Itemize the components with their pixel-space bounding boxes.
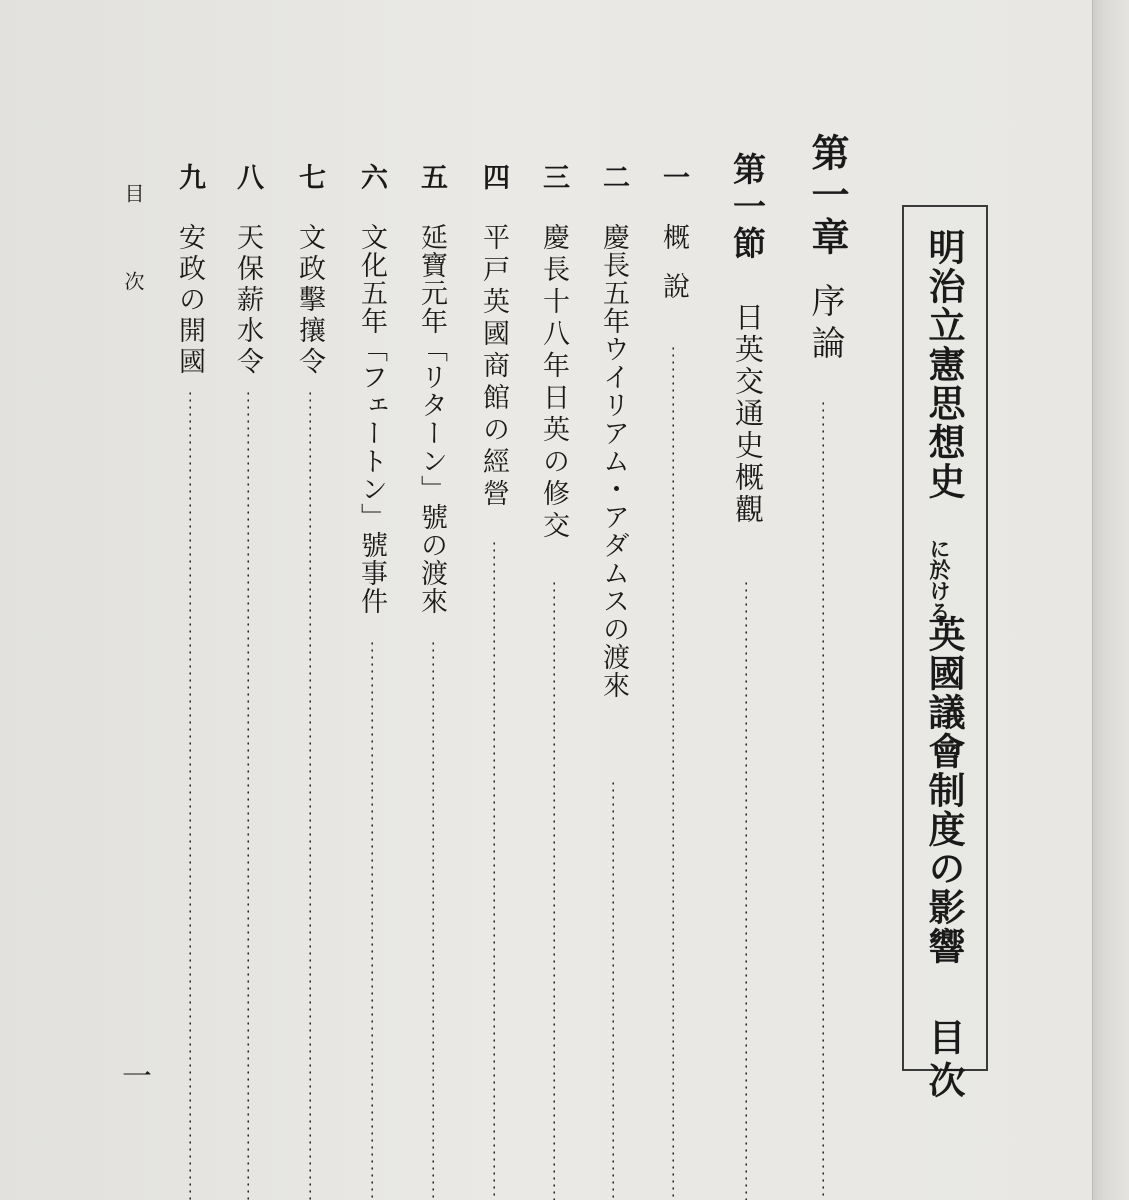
section-title: 日英交通史概觀 bbox=[731, 302, 765, 526]
item-number: 九 bbox=[174, 163, 205, 190]
item-number: 七 bbox=[294, 163, 325, 190]
toc-label: 目次 bbox=[922, 1018, 966, 1104]
item-leader-dots bbox=[493, 540, 495, 1200]
item-leader-dots bbox=[612, 780, 614, 1200]
item-leader-dots bbox=[432, 640, 434, 1200]
item-number: 三 bbox=[538, 163, 569, 190]
item-leader-dots bbox=[309, 390, 311, 1200]
item-title: 安政の開國 bbox=[174, 223, 205, 378]
book-title-rest: 英國議會制度の影響 bbox=[922, 615, 966, 966]
item-number: 一 bbox=[658, 163, 689, 190]
section-leader-dots bbox=[745, 580, 747, 1200]
book-title-small-text: に於ける bbox=[927, 538, 952, 622]
page-edge bbox=[1092, 0, 1129, 1200]
chapter-leader-dots bbox=[822, 400, 824, 1200]
item-title: 慶長十八年日英の修交 bbox=[538, 223, 569, 543]
item-number: 八 bbox=[232, 163, 263, 190]
item-leader-dots bbox=[247, 390, 249, 1200]
item-leader-dots bbox=[672, 345, 674, 1200]
item-leader-dots bbox=[371, 640, 373, 1200]
item-number: 二 bbox=[598, 163, 629, 190]
item-title: 平戸英國商館の經營 bbox=[478, 223, 509, 511]
item-title: 慶長五年ウイリアム・アダムスの渡來 bbox=[598, 223, 629, 699]
book-title-main: 明治立憲思想史 bbox=[922, 228, 966, 501]
item-number: 四 bbox=[478, 163, 509, 190]
item-number: 六 bbox=[356, 163, 387, 190]
chapter-title: 序論 bbox=[805, 283, 845, 367]
book-title-small bbox=[928, 538, 950, 622]
item-title: 文化五年「フェートン」號事件 bbox=[356, 223, 387, 615]
page-number: 一 bbox=[116, 1060, 151, 1090]
item-leader-dots bbox=[189, 390, 191, 1200]
chapter-number: 第一章 bbox=[805, 133, 850, 259]
item-title: 延寶元年「リターン」號の渡來 bbox=[416, 223, 447, 615]
item-leader-dots bbox=[553, 580, 555, 1200]
item-number: 五 bbox=[416, 163, 447, 190]
running-head: 目次 bbox=[121, 183, 145, 359]
item-title: 文政擊攘令 bbox=[294, 223, 325, 378]
section-number: 第一節 bbox=[728, 152, 767, 263]
item-title: 天保薪水令 bbox=[232, 223, 263, 378]
item-title: 概說 bbox=[658, 223, 689, 321]
